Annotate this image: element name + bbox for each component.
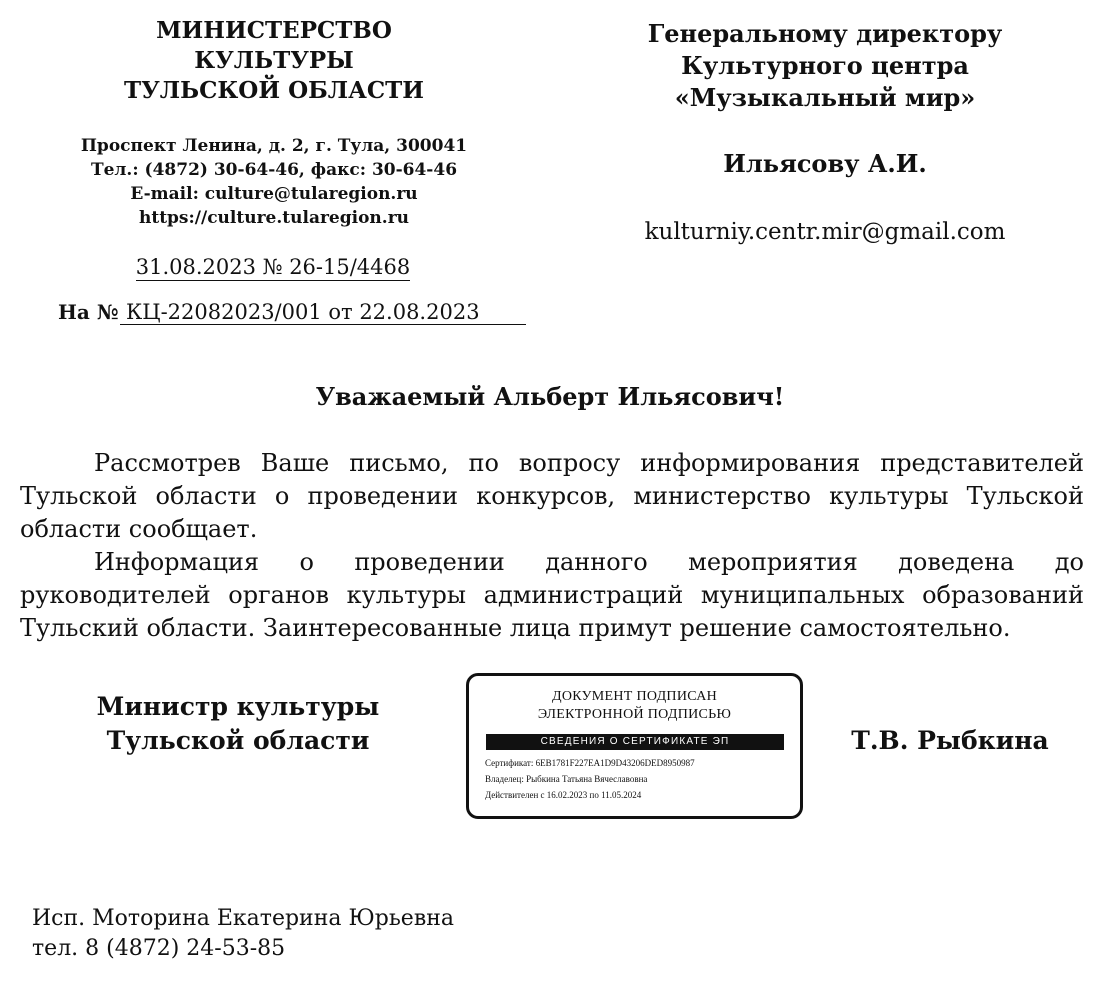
sender-ministry-name bbox=[94, 16, 454, 106]
addressee-name: Ильясову А.И. bbox=[723, 149, 927, 178]
ministry-line: МИНИСТЕРСТВО bbox=[156, 17, 392, 44]
esign-header bbox=[469, 688, 800, 724]
signer-name: Т.В. Рыбкина bbox=[851, 726, 1049, 755]
executor-name: Исп. Моторина Екатерина Юрьевна bbox=[32, 906, 454, 931]
reply-label: На № bbox=[58, 300, 119, 324]
reply-reference bbox=[58, 298, 538, 328]
esign-certificate: Сертификат: 6EB1781F227EA1D9D43206DED8950987 bbox=[485, 758, 695, 768]
esign-certificate-bar: СВЕДЕНИЯ О СЕРТИФИКАТЕ ЭП bbox=[486, 734, 784, 750]
letter-body bbox=[20, 447, 1084, 645]
addressee-line: Генеральному директору bbox=[647, 19, 1003, 48]
sender-email: E-mail: culture@tularegion.ru bbox=[130, 184, 418, 204]
signer-title-line: Тульской области bbox=[106, 726, 370, 755]
executor-block bbox=[32, 904, 532, 964]
sender-contacts bbox=[64, 134, 484, 230]
ministry-line: КУЛЬТУРЫ bbox=[194, 47, 354, 74]
signer-title bbox=[88, 690, 388, 758]
electronic-signature-stamp bbox=[466, 673, 803, 819]
letter-paragraph: Рассмотрев Ваше письмо, по вопросу информирования представителей Тульской области о проведении конкурсов, министерство культуры Тульской области сообщает. bbox=[20, 449, 1084, 543]
sender-address: Проспект Ленина, д. 2, г. Тула, 300041 bbox=[80, 136, 468, 156]
addressee-line: «Музыкальный мир» bbox=[674, 83, 976, 112]
signer-title-line: Министр культуры bbox=[96, 692, 380, 721]
sender-phone-fax: Тел.: (4872) 30-64-46, факс: 30-64-46 bbox=[90, 160, 458, 180]
letter-paragraph: Информация о проведении данного мероприятия доведена до руководителей органов культуры администраций муниципальных образований Тульский области. Заинтересованные лица примут решение самостоятельно. bbox=[20, 548, 1084, 642]
esign-header-line: ЭЛЕКТРОННОЙ ПОДПИСЬЮ bbox=[537, 707, 732, 722]
addressee-email: kulturniy.centr.mir@gmail.com bbox=[644, 219, 1006, 245]
esign-owner: Владелец: Рыбкина Татьяна Вячеславовна bbox=[485, 774, 648, 784]
esign-header-line: ДОКУМЕНТ ПОДПИСАН bbox=[551, 689, 718, 704]
ministry-line: ТУЛЬСКОЙ ОБЛАСТИ bbox=[123, 77, 424, 104]
addressee-block bbox=[620, 18, 1030, 114]
outgoing-date-number bbox=[100, 253, 446, 281]
reply-reference-value: КЦ-22082023/001 от 22.08.2023 bbox=[120, 298, 526, 325]
esign-validity: Действителен с 16.02.2023 по 11.05.2024 bbox=[485, 790, 642, 800]
letter-greeting: Уважаемый Альберт Ильясович! bbox=[315, 382, 785, 411]
addressee-line: Культурного центра bbox=[681, 51, 969, 80]
sender-website: https://culture.tularegion.ru bbox=[138, 208, 410, 228]
outgoing-date-number-text: 31.08.2023 № 26-15/4468 bbox=[135, 255, 411, 279]
executor-phone: тел. 8 (4872) 24-53-85 bbox=[32, 936, 286, 961]
